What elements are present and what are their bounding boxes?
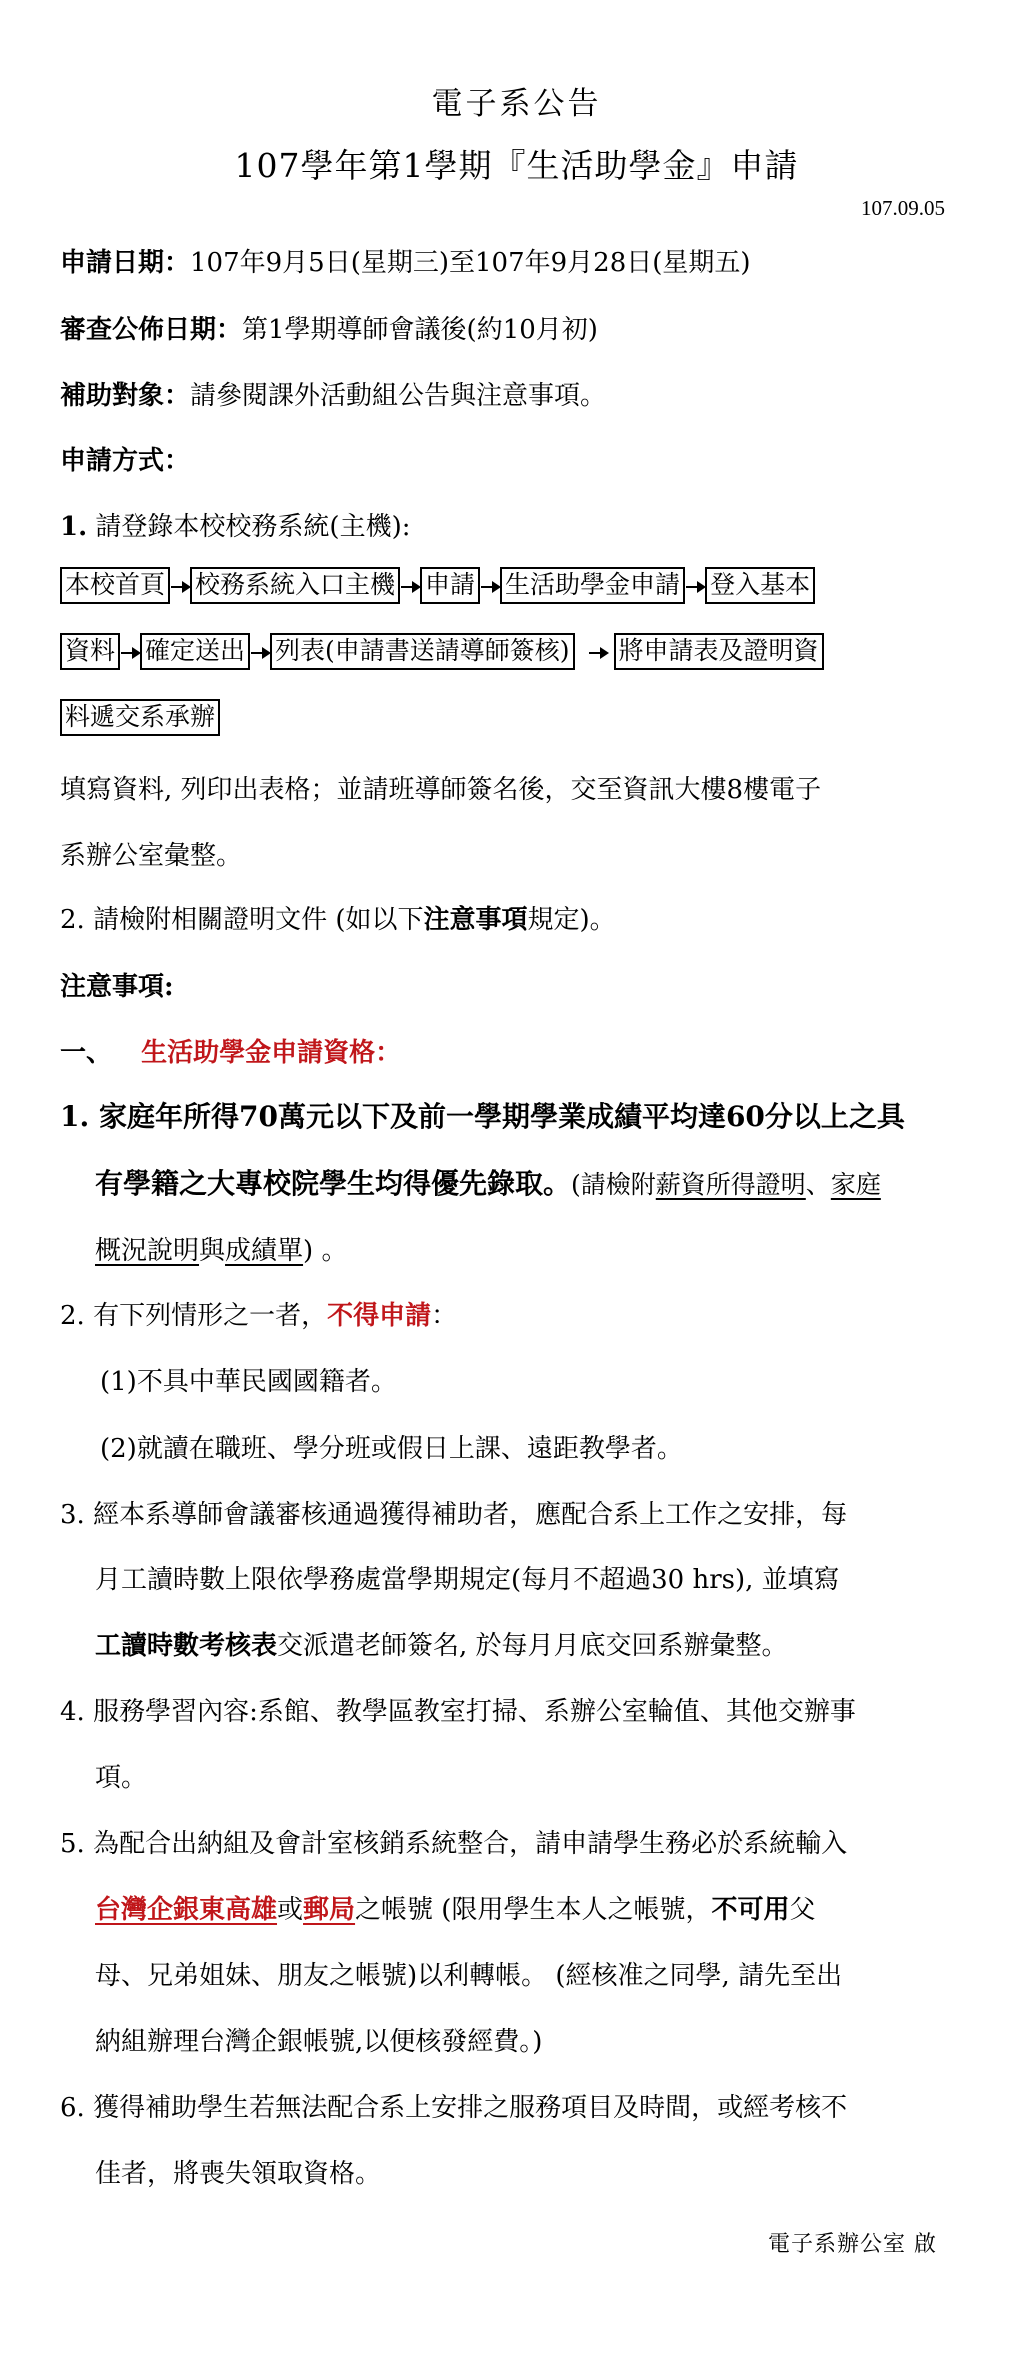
item5-line-2 — [95, 1889, 816, 1926]
page-title: 電子系公告 — [431, 86, 602, 122]
flow-step-apply: 申請 — [420, 567, 480, 604]
item5-text-c: 父 — [789, 1895, 816, 1925]
flow-step-deliver: 將申請表及證明資 — [614, 633, 824, 670]
item1-doc-family: 家庭 — [830, 1170, 881, 1199]
item3-line-3 — [95, 1625, 788, 1662]
arrow-right-icon — [171, 586, 189, 588]
flow-step-portal: 校務系統入口主機 — [190, 567, 400, 604]
item1-end: ) 。 — [303, 1236, 348, 1266]
apply-date-line — [60, 242, 751, 279]
item1-doc-salary: 薪資所得證明 — [655, 1170, 806, 1199]
item5-line-3: 母、兄弟姐妹、朋友之帳號)以利轉帳。 (經核准之同學, 請先至出 — [95, 1961, 843, 1991]
apply-date-label: 申請日期： — [60, 248, 191, 278]
step2-bold: 注意事項 — [423, 905, 528, 935]
section1-heading — [60, 1032, 401, 1069]
target-label: 補助對象： — [60, 381, 191, 411]
item1-line-3 — [95, 1230, 347, 1267]
arrow-right-icon — [401, 586, 419, 588]
arrow-right-icon — [251, 652, 269, 654]
item2-sub-2: (2)就讀在職班、學分班或假日上課、遠距教學者。 — [100, 1434, 683, 1464]
item3-line-2: 月工讀時數上限依學務處當學期規定(每月不超過30 hrs), 並填寫 — [95, 1565, 840, 1595]
item5-bold: 不可用 — [711, 1895, 790, 1925]
item1-line-1 — [60, 1095, 905, 1135]
step2-text-b: 規定)。 — [527, 905, 616, 935]
item1-sep: 、 — [805, 1170, 831, 1199]
office-signature: 電子系辦公室 啟 — [768, 2232, 937, 2257]
item5-line-1: 5. 為配合出納組及會計室核銷系統整合，請申請學生務必於系統輸入 — [60, 1829, 848, 1859]
arrow-right-icon — [481, 586, 499, 588]
item5-line-4: 納組辦理台灣企銀帳號,以便核發經費。) — [95, 2027, 543, 2057]
section1-number: 一、 — [60, 1038, 113, 1068]
step1-note-2: 系辦公室彙整。 — [60, 841, 243, 871]
flow-step-submit: 確定送出 — [140, 633, 250, 670]
item5-text-b: 之帳號 (限用學生本人之帳號， — [355, 1895, 712, 1925]
flow-step-login: 登入基本 — [705, 567, 815, 604]
item1-and: 與 — [199, 1236, 226, 1266]
apply-date-value: 107年9月5日(星期三)至107年9月28日(星期五) — [190, 248, 751, 278]
item5-post: 郵局 — [303, 1895, 356, 1925]
item1-text-a: 1. 家庭年所得70萬元以下及前一學期學業成績平均達60分以上之具 — [60, 1100, 905, 1133]
review-date-line — [60, 309, 598, 346]
item3-text-c: 交派遣老師簽名, 於每月月底交回系辦彙整。 — [277, 1631, 788, 1661]
item4-line-2: 項。 — [95, 1763, 148, 1793]
item2-line — [60, 1295, 457, 1332]
review-date-label: 審查公佈日期： — [60, 315, 243, 345]
item2-sub-1: (1)不具中華民國國籍者。 — [100, 1367, 397, 1397]
target-value: 請參閱課外活動組公告與注意事項。 — [190, 381, 607, 411]
announcement-date: 107.09.05 — [861, 196, 945, 220]
section1-title: 生活助學金申請資格： — [141, 1038, 402, 1068]
notes-heading: 注意事項: — [60, 972, 174, 1002]
review-date-value: 第1學期導師會議後(約10月初) — [242, 315, 598, 345]
flow-row-2 — [60, 633, 824, 670]
arrow-right-icon — [686, 586, 704, 588]
flow-step-grant-apply: 生活助學金申請 — [500, 567, 685, 604]
item3-bold: 工讀時數考核表 — [95, 1631, 278, 1661]
flow-step-data: 資料 — [60, 633, 120, 670]
page-subtitle: 107學年第1學期『生活助學金』申請 — [234, 146, 799, 185]
flow-step-list: 列表(申請書送請導師簽核) — [270, 633, 575, 670]
flow-row-3 — [60, 699, 220, 736]
item2-text-a: 2. 有下列情形之一者， — [60, 1301, 328, 1331]
item1-text-b: 有學籍之大專校院學生均得優先錄取。 — [95, 1167, 572, 1200]
step1-note-1: 填寫資料, 列印出表格；並請班導師簽名後，交至資訊大樓8樓電子 — [60, 775, 822, 805]
item1-line-2 — [95, 1162, 881, 1202]
step1-text: 請登錄本校校務系統(主機): — [95, 512, 411, 542]
item1-doc-family-cont: 概況說明 — [95, 1236, 200, 1266]
item5-or: 或 — [277, 1895, 304, 1925]
arrow-right-icon — [121, 652, 139, 654]
target-line — [60, 375, 606, 412]
arrow-right-icon — [589, 652, 607, 654]
step1-line — [60, 506, 410, 543]
method-heading: 申請方式： — [60, 446, 191, 476]
item2-text-b: ： — [431, 1301, 458, 1331]
flow-step-deliver-cont: 料遞交系承辦 — [60, 699, 220, 736]
item6-line-2: 佳者，將喪失領取資格。 — [95, 2159, 382, 2189]
item1-text-c: (請檢附 — [571, 1170, 656, 1199]
item4-line-1: 4. 服務學習內容:系館、教學區教室打掃、系辦公室輪值、其他交辦事 — [60, 1697, 856, 1727]
step1-number: 1. — [60, 512, 88, 542]
flow-step-home: 本校首頁 — [60, 567, 170, 604]
item2-red: 不得申請 — [327, 1301, 432, 1331]
item1-doc-grades: 成績單 — [225, 1236, 304, 1266]
item3-line-1: 3. 經本系導師會議審核通過獲得補助者，應配合系上工作之安排，每 — [60, 1500, 848, 1530]
flow-row-1 — [60, 567, 815, 604]
item6-line-1: 6. 獲得補助學生若無法配合系上安排之服務項目及時間，或經考核不 — [60, 2093, 848, 2123]
item5-bank: 台灣企銀東高雄 — [95, 1895, 278, 1925]
step2-line — [60, 899, 616, 936]
step2-text-a: 2. 請檢附相關證明文件 (如以下 — [60, 905, 424, 935]
